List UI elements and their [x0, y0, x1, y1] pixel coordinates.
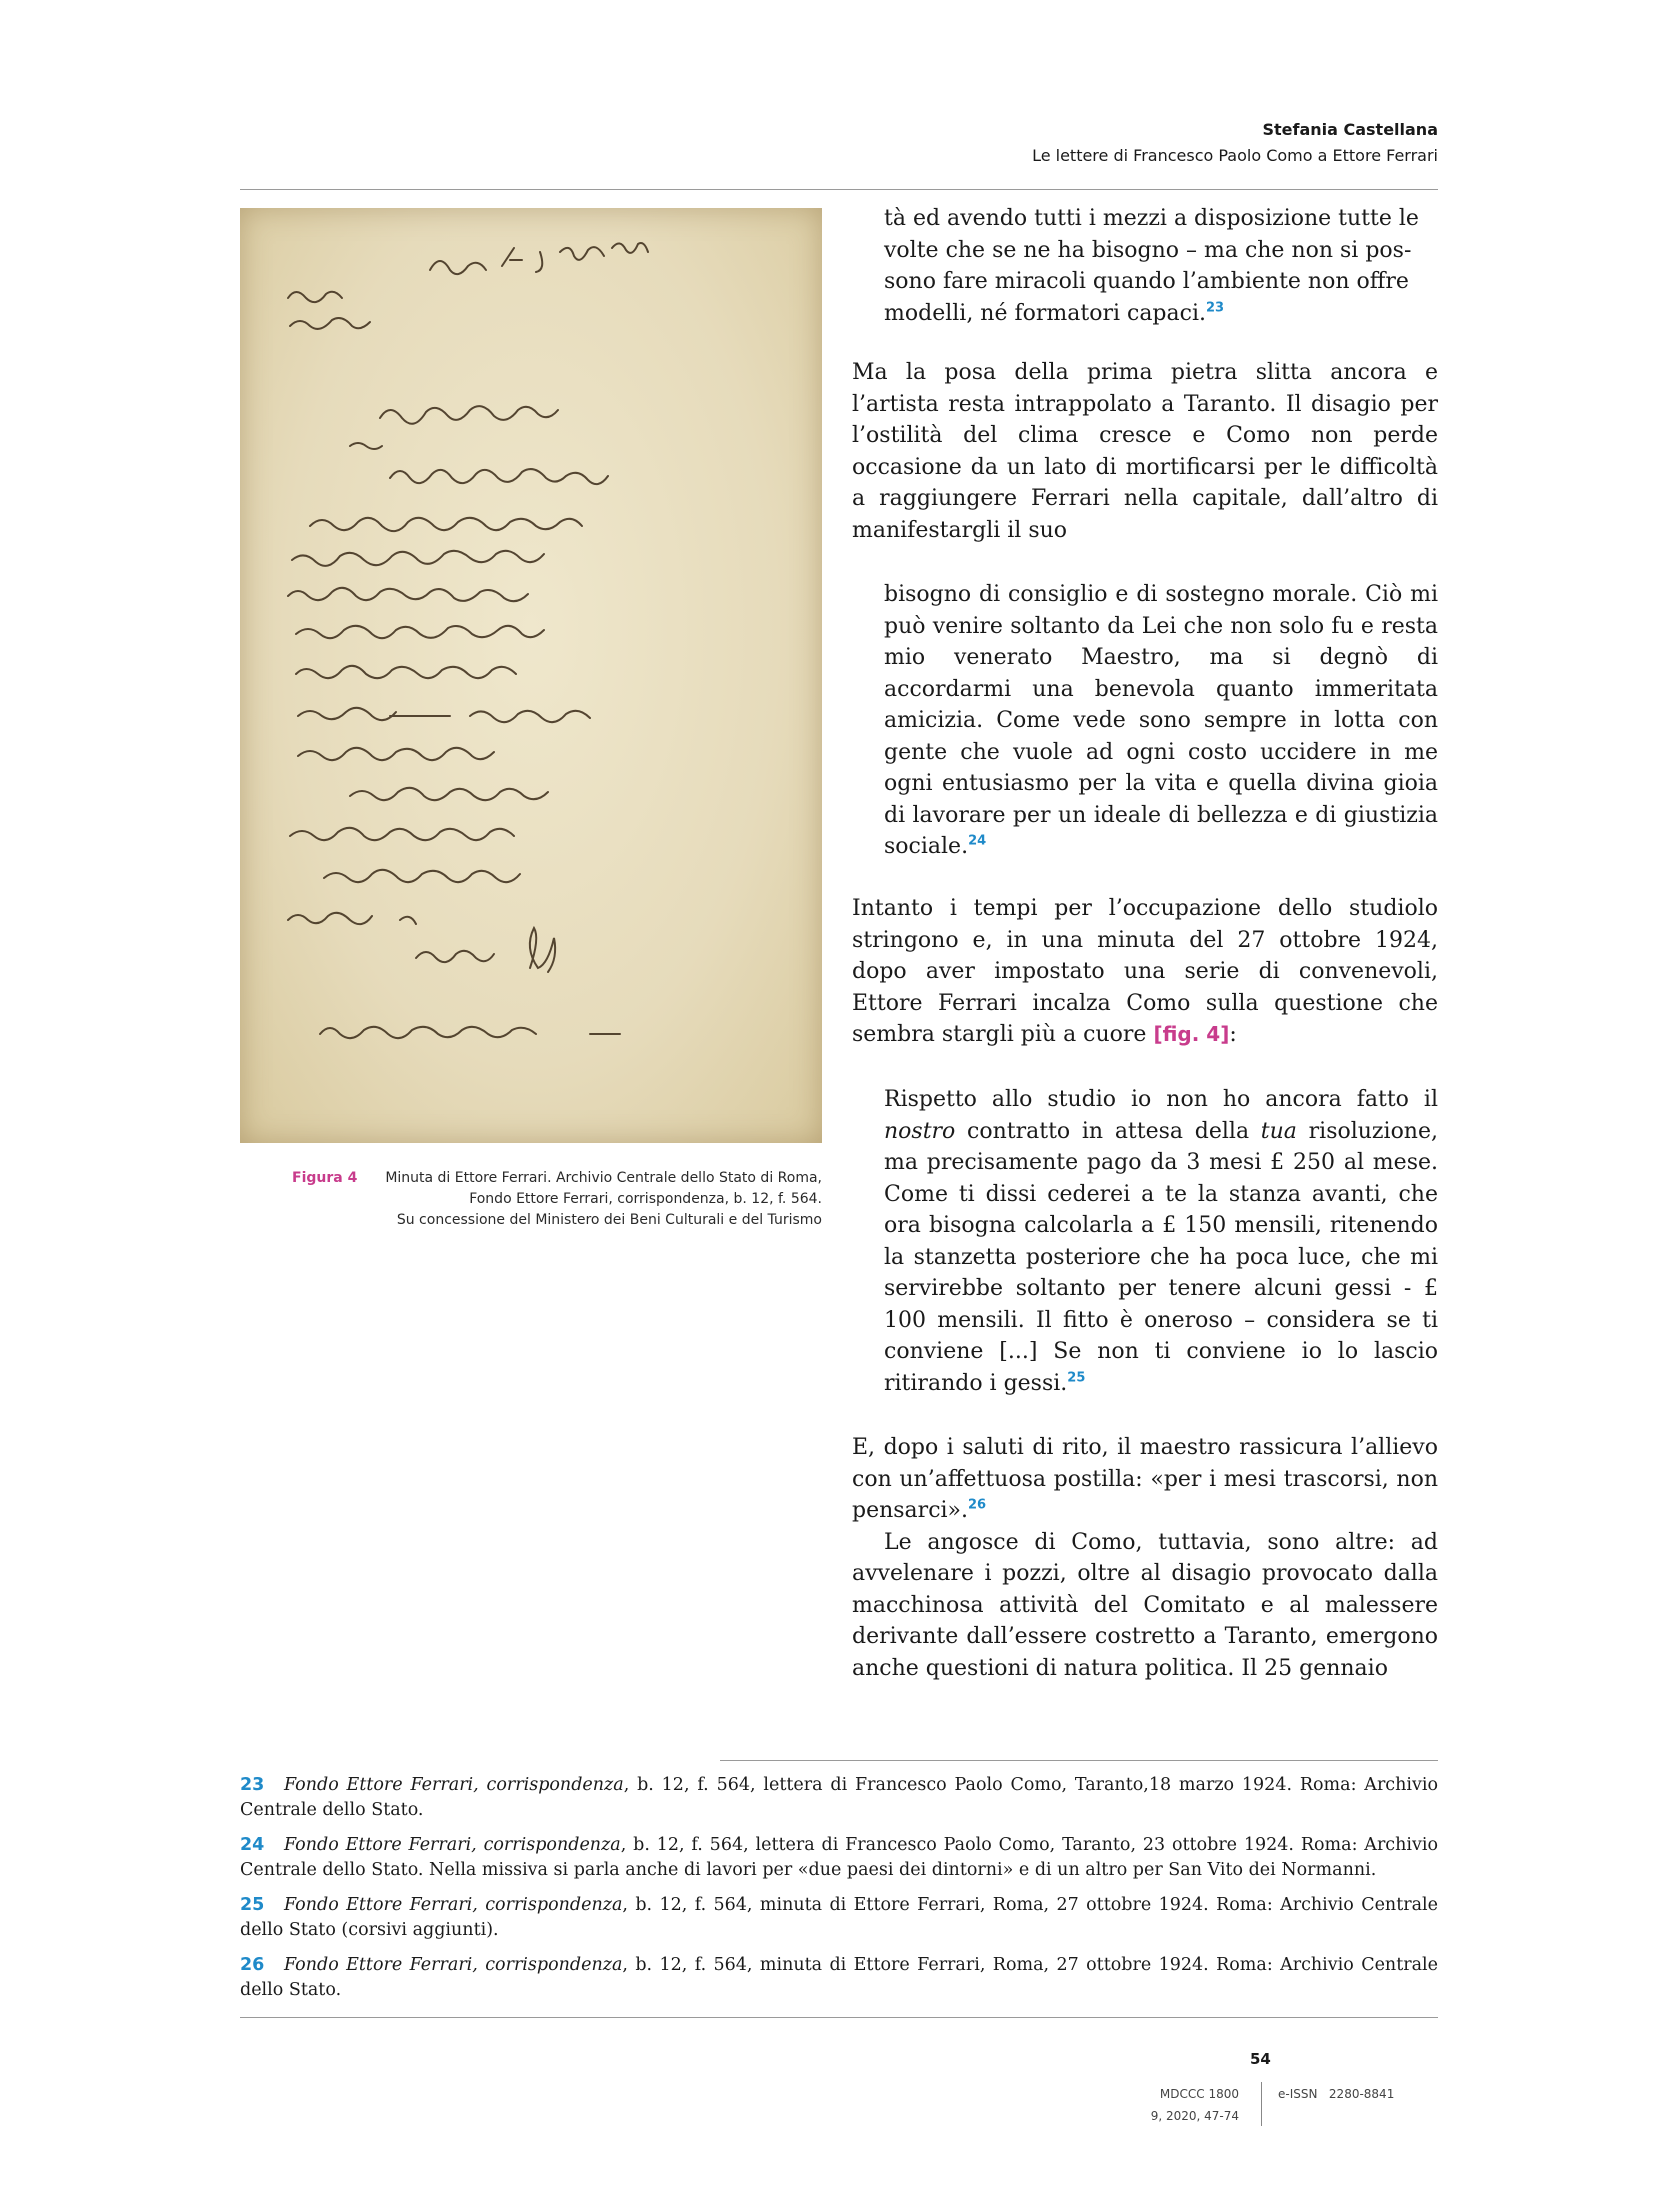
- para1-text: Ma la posa della prima pietra slitta ancora e l’artista resta intrappolato a Taranto. Il disagio per l’ostilità del clima cresce e Como non perde occasione da un lato di mortificarsi per le difficoltà a raggiungere Ferrari nella capitale, dall’altro di manifestargli il suo: [852, 360, 1438, 543]
- caption-line-2: Fondo Ettore Ferrari, corrispondenza, b. 12, f. 564.: [469, 1191, 822, 1207]
- footnote-text: , b. 12, f. 564, minuta di Ettore Ferrari, Roma, 27 ottobre 1924. Roma: Archivio Centrale dello Stato.: [240, 1955, 1438, 2000]
- paragraph-1: [852, 357, 1438, 546]
- issn-info: [1278, 2083, 1394, 2105]
- header-title: Le lettere di Francesco Paolo Como a Ettore Ferrari: [1032, 146, 1438, 165]
- running-header: [1032, 117, 1438, 169]
- journal-info: [1151, 2083, 1239, 2127]
- footnote-text: , b. 12, f. 564, lettera di Francesco Paolo Como, Taranto,18 marzo 1924. Roma: Archivio Centrale dello Stato.: [240, 1775, 1438, 1820]
- journal-issue: 9, 2020, 47-74: [1150, 2109, 1239, 2123]
- footnote-ref-25[interactable]: 25: [1067, 1370, 1086, 1386]
- footer-divider: [1261, 2082, 1262, 2126]
- footnote-source: Fondo Ettore Ferrari, corrispondenza: [284, 1775, 624, 1795]
- footnotes: [240, 1773, 1438, 2013]
- footnote-source: Fondo Ettore Ferrari, corrispondenza: [284, 1955, 623, 1975]
- issn-value: 2280-8841: [1328, 2087, 1395, 2101]
- para2-colon: :: [1229, 1022, 1237, 1047]
- figure-caption-text: [352, 1168, 822, 1231]
- footnote-23: [240, 1773, 1438, 1823]
- quote3-part-b: contratto in attesa della: [955, 1118, 1261, 1144]
- handwriting-drawing: [240, 193, 822, 1143]
- quote3-nostro: nostro: [884, 1118, 956, 1144]
- para4-text: Le angosce di Como, tuttavia, sono altre: ad avvelenare i pozzi, oltre al disagio provocato dalla macchinosa attività del Comitato e al malessere derivante dall’essere costretto a Taranto, emergono anche questioni di natura politica. Il 25 gennaio: [852, 1529, 1438, 1681]
- quote3-part-c: risoluzione, ma precisamente pago da 3 mesi £ 250 al mese. Come ti dissi cederei a te la stanza avanti, che ora bisogna calcolarla a £ 150 mensili, ritenendo la stanzetta posteriore che ha poca luce, che mi servirebbe soltanto per tenere alcuni gessi - £ 100 mensili. Il fitto è oneroso – considera se ti conviene [...] Se non ti conviene io lo lascio ritirando i gessi.: [884, 1118, 1438, 1396]
- header-rule: [240, 189, 1438, 190]
- footnote-ref-23[interactable]: 23: [1206, 300, 1225, 316]
- caption-line-1: Minuta di Ettore Ferrari. Archivio Centrale dello Stato di Roma,: [385, 1170, 822, 1186]
- para3-text: E, dopo i saluti di rito, il maestro rassicura l’allievo con un’affettuosa postilla: «per i mesi trascorsi, non pensarci».: [852, 1435, 1438, 1523]
- footer-rule: [240, 2017, 1438, 2018]
- figure-label: Figura 4: [292, 1170, 358, 1186]
- footnote-24: [240, 1833, 1438, 1883]
- quote1-line2: volte che se ne ha bisogno – ma che non si pos-: [884, 237, 1412, 263]
- footnote-25: [240, 1893, 1438, 1943]
- quote1-line1: tà ed avendo tutti i mezzi a disposizione tutte le: [884, 206, 1419, 231]
- footnote-text: , b. 12, f. 564, minuta di Ettore Ferrari, Roma, 27 ottobre 1924. Roma: Archivio Centrale dello Stato (corsivi aggiunti).: [240, 1895, 1438, 1940]
- footnote-number: 25: [240, 1895, 265, 1915]
- quote3-part-a: Rispetto allo studio io non ho ancora fatto il: [884, 1087, 1438, 1112]
- block-quote-3: [884, 1084, 1438, 1399]
- footnote-source: Fondo Ettore Ferrari, corrispondenza: [284, 1895, 623, 1915]
- letter-date: Roma 27 ott. 924: [240, 193, 381, 212]
- page-number: 54: [1250, 2050, 1271, 2068]
- para2-text: Intanto i tempi per l’occupazione dello studiolo stringono e, in una minuta del 27 ottobre 1924, dopo aver impostato una serie di convenevoli, Ettore Ferrari incalza Como sulla questione che sembra stargli più a cuore: [852, 896, 1438, 1047]
- journal-name: MDCCC 1800: [1159, 2087, 1239, 2101]
- block-quote-2: [884, 579, 1438, 863]
- quote3-tua: tua: [1260, 1118, 1297, 1144]
- issn-label: e-ISSN: [1278, 2087, 1318, 2101]
- figure-4: [240, 193, 822, 1143]
- footnotes-rule: [720, 1760, 1438, 1761]
- footnote-ref-26[interactable]: 26: [968, 1497, 987, 1513]
- quote1-line4: modelli, né formatori capaci.: [884, 300, 1206, 326]
- caption-line-3: Su concessione del Ministero dei Beni Culturali e del Turismo: [396, 1212, 822, 1228]
- footnote-text: , b. 12, f. 564, lettera di Francesco Paolo Como, Taranto, 23 ottobre 1924. Roma: Archivio Centrale dello Stato. Nella missiva si parla anche di lavori per «due paesi dei dintorni» e di un altro per San Vito dei Normanni.: [240, 1835, 1438, 1880]
- handwritten-letter-image: [240, 193, 822, 1143]
- block-quote-1: [884, 203, 1438, 329]
- quote1-line3: sono fare miracoli quando l’ambiente non offre: [884, 269, 1409, 294]
- header-author: Stefania Castellana: [1262, 120, 1438, 139]
- footnote-number: 24: [240, 1835, 265, 1855]
- paragraph-2: [852, 893, 1438, 1051]
- footnote-ref-24[interactable]: 24: [968, 833, 987, 849]
- quote2-text: bisogno di consiglio e di sostegno morale. Ciò mi può venire soltanto da Lei che non solo fu e resta mio venerato Maestro, ma si degnò di accordarmi una benevola quanto immeritata amicizia. Come vede sono sempre in lotta con gente che vuole ad ogni costo uccidere in me ogni entusiasmo per la vita e quella divina gioia di lavorare per un ideale di bellezza e di giustizia sociale.: [884, 582, 1438, 859]
- paragraph-3: [852, 1432, 1438, 1684]
- figure-reference-link[interactable]: [fig. 4]: [1153, 1022, 1230, 1046]
- footnote-26: [240, 1953, 1438, 2003]
- footnote-source: Fondo Ettore Ferrari, corrispondenza: [284, 1835, 621, 1855]
- footnote-number: 23: [240, 1775, 265, 1795]
- footnote-number: 26: [240, 1955, 265, 1975]
